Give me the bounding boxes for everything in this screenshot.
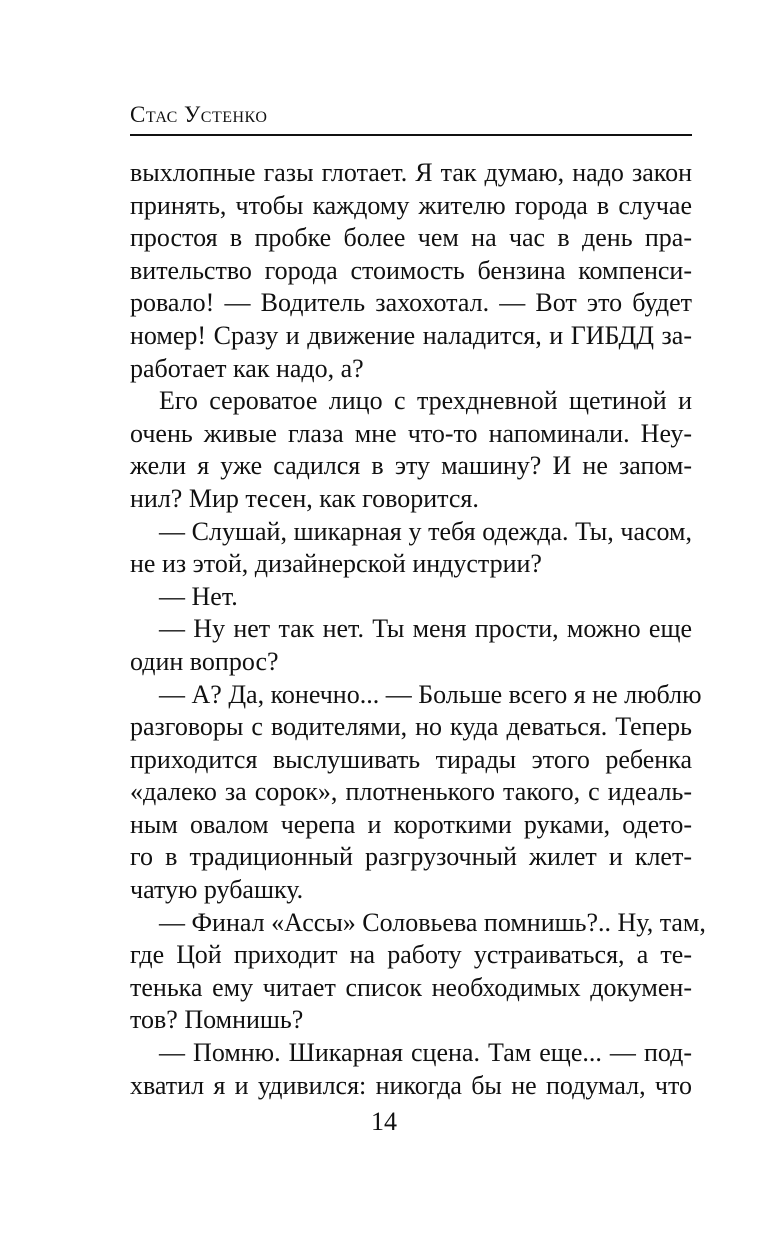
body-text	[130, 157, 706, 1102]
text-line: простоя в пробке более чем на час в день пра-	[130, 223, 692, 253]
text-line: ным овалом черепа и короткими руками, одето-	[130, 809, 692, 839]
text-line: — Финал «Ассы» Соловьева помнишь?.. Ну, там,	[159, 907, 706, 937]
text-line: ровало! — Водитель захохотал. — Вот это будет	[130, 288, 692, 318]
text-line: очень живые глаза мне что-то напоминали. Неу-	[130, 418, 692, 448]
text-line: го в традиционный разгрузочный жилет и клет-	[130, 842, 692, 872]
text-line: чатую рубашку.	[130, 875, 304, 905]
text-line: приходится выслушивать тирады этого ребенка	[130, 744, 692, 774]
text-line: жели я уже садился в эту машину? И не запом-	[130, 451, 692, 481]
text-line: «далеко за сорок», плотненького такого, с идеаль-	[130, 777, 692, 807]
text-line: работает как надо, а?	[130, 353, 364, 383]
text-line: номер! Сразу и движение наладится, и ГИБДД за-	[130, 320, 692, 350]
text-line: — Нет.	[159, 581, 238, 611]
text-line: выхлопные газы глотает. Я так думаю, надо закон	[130, 158, 692, 187]
page-number: 14	[371, 1107, 397, 1136]
text-line: нил? Мир тесен, как говорится.	[130, 483, 479, 513]
running-head: Стас Устенко	[130, 102, 268, 127]
text-line: — А? Да, конечно... — Больше всего я не люблю	[159, 679, 702, 709]
text-line: — Слушай, шикарная у тебя одежда. Ты, часом,	[159, 516, 692, 546]
text-line: Его сероватое лицо с трехдневной щетиной и	[159, 386, 692, 416]
text-line: хватил я и удивился: никогда бы не подумал, что	[130, 1070, 692, 1100]
text-line: не из этой, дизайнерской индустрии?	[130, 549, 542, 579]
text-line: тов? Помнишь?	[130, 1005, 304, 1035]
text-line: разговоры с водителями, но куда деваться. Теперь	[130, 712, 692, 742]
text-line: — Ну нет так нет. Ты меня прости, можно еще	[159, 614, 692, 644]
text-line: один вопрос?	[130, 646, 279, 676]
text-line: вительство города стоимость бензина компенси-	[130, 255, 692, 285]
header-rule	[130, 134, 692, 136]
text-line: тенька ему читает список необходимых докумен-	[130, 972, 692, 1002]
text-line: где Цой приходит на работу устраиваться, а те-	[130, 940, 692, 970]
text-line: — Помню. Шикарная сцена. Там еще... — под-	[159, 1038, 692, 1068]
text-line: принять, чтобы каждому жителю города в случае	[130, 190, 692, 220]
